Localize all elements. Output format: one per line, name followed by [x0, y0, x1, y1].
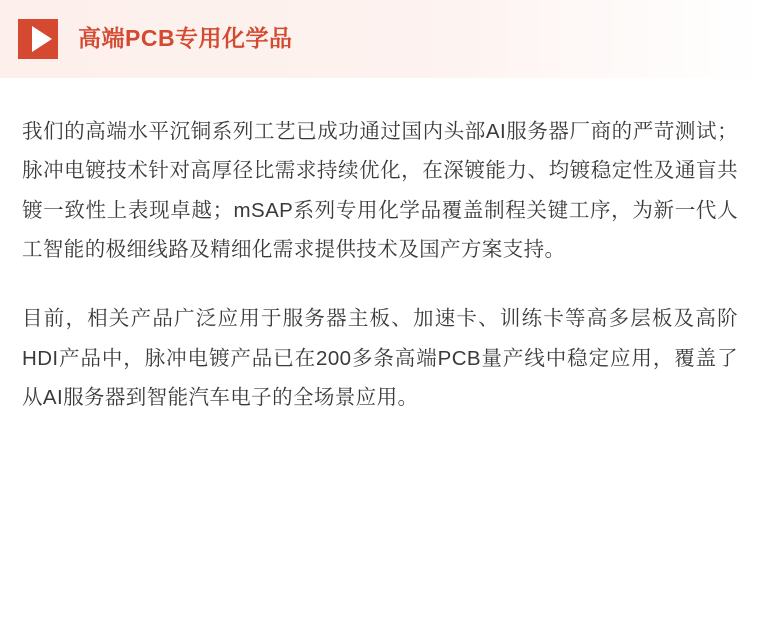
marker-triangle	[32, 26, 52, 52]
paragraph: 目前，相关产品广泛应用于服务器主板、加速卡、训练卡等高多层板及高阶HDI产品中，脉冲电镀产品已在200多条高端PCB量产线中稳定应用，覆盖了从AI服务器到智能汽车电子的全场景应用。	[22, 307, 738, 410]
article-body	[0, 78, 760, 418]
section-header-banner	[0, 0, 760, 78]
play-triangle-icon	[18, 16, 64, 62]
paragraph: 我们的高端水平沉铜系列工艺已成功通过国内头部AI服务器厂商的严苛测试；脉冲电镀技术针对高厚径比需求持续优化，在深镀能力、均镀稳定性及通盲共镀一致性上表现卓越；mSAP系列专用化学品覆盖制程关键工序，为新一代人工智能的极细线路及精细化需求提供技术及国产方案支持。	[22, 120, 738, 262]
page-title: 高端PCB专用化学品	[78, 25, 293, 52]
